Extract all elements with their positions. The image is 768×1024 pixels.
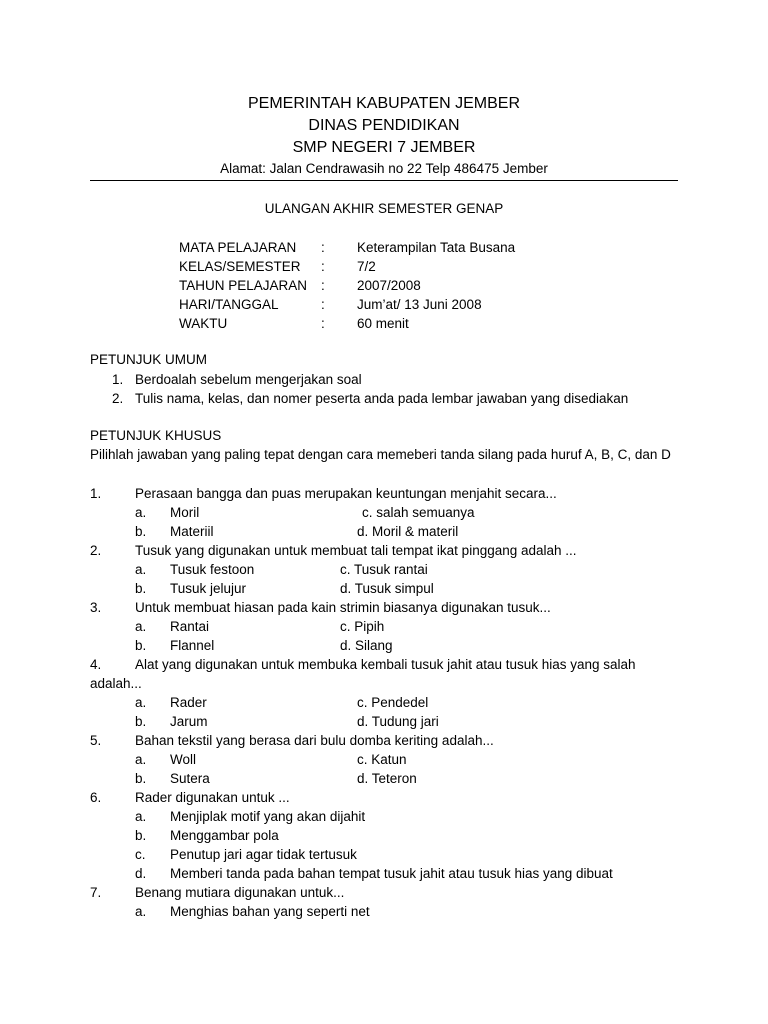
info-sep: : [321,278,325,293]
option-b: Menggambar pola [170,828,279,843]
option-c: c. Katun [357,752,407,767]
question-text: Bahan tekstil yang berasa dari bulu domba keriting adalah... [135,733,494,748]
option-d: d. Silang [340,638,393,653]
info-key: HARI/TANGGAL [179,297,279,312]
option-d: d. Moril & materil [357,524,459,539]
option-letter: a. [135,904,147,919]
question-number: 6. [90,790,102,805]
option-letter: b. [135,828,147,843]
option-letter: a. [135,562,147,577]
info-value: Keterampilan Tata Busana [357,240,516,255]
option-a: Menjiplak motif yang akan dijahit [170,809,366,824]
option-letter: a. [135,752,147,767]
question-number: 2. [90,543,102,558]
info-key: MATA PELAJARAN [179,240,297,255]
option-d: d. Tusuk simpul [340,581,434,596]
option-c: Penutup jari agar tidak tertusuk [170,847,357,862]
info-row-subject [179,238,599,257]
option-letter: b. [135,714,147,729]
option-c: c. Pendedel [357,695,429,710]
option-letter: a. [135,619,147,634]
question-number: 4. [90,657,102,672]
option-letter: a. [135,809,147,824]
option-b: Sutera [170,771,210,786]
option-letter: b. [135,771,147,786]
info-key: WAKTU [179,316,228,331]
general-instructions-heading: PETUNJUK UMUM [90,352,207,367]
option-c: c. Pipih [340,619,385,634]
question-text: Rader digunakan untuk ... [135,790,290,805]
info-key: KELAS/SEMESTER [179,259,301,274]
header-divider [90,180,678,181]
list-text: Tulis nama, kelas, dan nomer peserta anda pada lembar jawaban yang disediakan [135,391,629,406]
option-d: d. Tudung jari [357,714,439,729]
question-text-continued: adalah... [90,676,142,691]
question-text: Benang mutiara digunakan untuk... [135,885,345,900]
option-letter: a. [135,695,147,710]
info-row-date [179,295,599,314]
option-c: c. Tusuk rantai [340,562,428,577]
info-value: 7/2 [357,259,376,274]
option-a: Rantai [170,619,210,634]
info-sep: : [321,297,325,312]
option-letter: c. [135,847,146,862]
option-letter: b. [135,581,147,596]
question-text: Tusuk yang digunakan untuk membuat tali tempat ikat pinggang adalah ... [135,543,577,558]
info-value: 60 menit [357,316,409,331]
option-b: Flannel [170,638,215,653]
info-value: Jum’at/ 13 Juni 2008 [357,297,482,312]
option-b: Jarum [170,714,208,729]
special-instructions-text: Pilihlah jawaban yang paling tepat dengan cara memeberi tanda silang pada huruf A, B, C, dan D [90,447,671,462]
question-text: Alat yang digunakan untuk membuka kembali tusuk jahit atau tusuk hias yang salah [135,657,636,672]
info-sep: : [321,316,325,331]
info-row-year [179,276,599,295]
info-sep: : [321,240,325,255]
question-text: Untuk membuat hiasan pada kain strimin biasanya digunakan tusuk... [135,600,551,615]
option-a: Rader [170,695,207,710]
info-row-time [179,314,599,333]
question-number: 1. [90,486,102,501]
question-text: Perasaan bangga dan puas merupakan keuntungan menjahit secara... [135,486,557,501]
option-a: Tusuk festoon [170,562,255,577]
option-letter: a. [135,505,147,520]
header-department: DINAS PENDIDIKAN [308,117,460,134]
question-number: 7. [90,885,102,900]
info-key: TAHUN PELAJARAN [179,278,308,293]
info-row-class [179,257,599,276]
option-letter: d. [135,866,147,881]
option-a: Moril [170,505,200,520]
option-letter: b. [135,524,147,539]
option-c: c. salah semuanya [362,505,475,520]
exam-title: ULANGAN AKHIR SEMESTER GENAP [264,201,504,216]
list-number: 1. [112,372,124,387]
option-d: Memberi tanda pada bahan tempat tusuk jahit atau tusuk hias yang dibuat [170,866,613,881]
header-government: PEMERINTAH KABUPATEN JEMBER [247,95,521,112]
question-number: 5. [90,733,102,748]
list-item [112,370,672,389]
general-instructions-list [112,370,672,408]
list-item [112,389,672,408]
list-text: Berdoalah sebelum mengerjakan soal [135,372,362,387]
header-address: Alamat: Jalan Cendrawasih no 22 Telp 486475 Jember [220,161,548,176]
info-sep: : [321,259,325,274]
option-letter: b. [135,638,147,653]
option-a: Woll [170,752,197,767]
list-number: 2. [112,391,124,406]
special-instructions-heading: PETUNJUK KHUSUS [90,428,222,443]
option-b: Tusuk jelujur [170,581,247,596]
option-a: Menghias bahan yang seperti net [170,904,370,919]
question-number: 3. [90,600,102,615]
info-value: 2007/2008 [357,278,421,293]
option-d: d. Teteron [357,771,417,786]
header-school: SMP NEGERI 7 JEMBER [292,139,476,156]
exam-info [179,238,599,333]
option-b: Materiil [170,524,214,539]
